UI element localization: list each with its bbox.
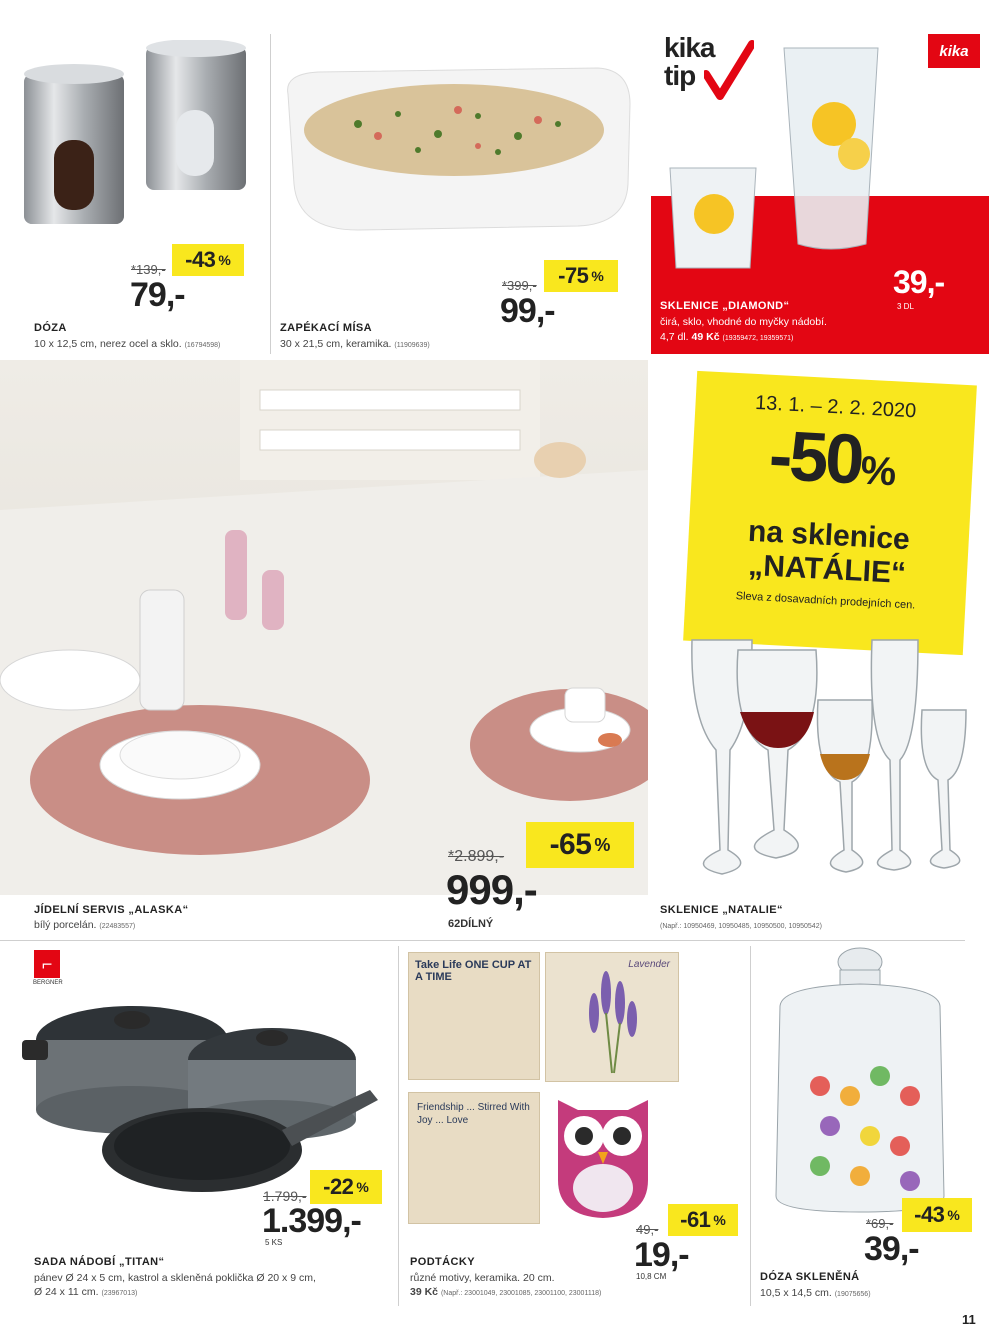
discount-badge (668, 1204, 738, 1236)
discount-badge (172, 244, 244, 276)
promo-discount (690, 416, 974, 521)
product-desc: pánev Ø 24 x 5 cm, kastrol a skleněná poklička Ø 20 x 9 cm, (34, 1272, 316, 1284)
page-number: 11 (962, 1312, 976, 1327)
price: 1.399,- (262, 1202, 361, 1240)
product-desc-2 (34, 1285, 137, 1301)
coaster-1-text: Take Life ONE CUP AT A TIME (415, 959, 532, 983)
doza-image (18, 40, 258, 230)
product-desc: různé motivy, keramika. 20 cm. (410, 1272, 555, 1284)
divider (750, 946, 751, 1306)
price: 39,- (864, 1230, 919, 1268)
product-title: SKLENICE „DIAMOND“ (660, 300, 790, 312)
product-code: (11909639) (394, 342, 430, 349)
discount-value: -65 (549, 828, 592, 861)
product-code (660, 918, 822, 934)
product-desc-2 (410, 1285, 601, 1301)
desc-price: 39 Kč (410, 1286, 439, 1298)
discount-value: -75 (558, 263, 589, 288)
product-desc (34, 918, 135, 934)
product-code: (Např.: 23001049, 23001085, 23001100, 23001118) (440, 1290, 602, 1297)
product-title: JÍDELNÍ SERVIS „ALASKA“ (34, 904, 189, 916)
owl-coaster (548, 1090, 658, 1220)
product-title: ZAPÉKACÍ MÍSA (280, 322, 372, 334)
old-price: 49,- (636, 1222, 659, 1237)
desc-text: 10 x 12,5 cm, nerez ocel a sklo. (34, 338, 182, 350)
discount-value: -22 (323, 1174, 354, 1199)
promo-content (684, 383, 977, 647)
percent-sign: % (591, 268, 604, 284)
product-title: SADA NÁDOBÍ „TITAN“ (34, 1256, 165, 1268)
old-price: *139,- (131, 262, 166, 277)
promo-line2: „NATÁLIE“ (747, 548, 907, 591)
product-title: SKLENICE „NATALIE“ (660, 904, 783, 916)
price: 19,- (634, 1236, 689, 1274)
divider (398, 946, 399, 1306)
product-desc (34, 337, 220, 353)
discount-badge (310, 1170, 382, 1204)
product-code: (19359472, 19359571) (722, 335, 794, 342)
desc-text: Ø 24 x 11 cm. (34, 1286, 99, 1298)
percent-sign: % (356, 1179, 369, 1195)
promo-percent: % (859, 448, 898, 495)
promo-discount-value: -50 (767, 415, 864, 499)
kika-tip-line1: kika (664, 32, 715, 63)
product-desc-price (660, 330, 793, 346)
discount-badge (544, 260, 618, 292)
discount-value: -43 (185, 247, 216, 272)
price: 99,- (500, 292, 555, 330)
coaster-3-text: Friendship ... Stirred With Joy ... Love (417, 1102, 530, 1126)
product-desc (280, 337, 430, 353)
percent-sign: % (218, 252, 231, 268)
product-code: (16794598) (184, 342, 221, 349)
desc-text: bílý porcelán. (34, 919, 97, 931)
bergner-logo-mark: ⌐ (41, 953, 53, 974)
discount-badge (526, 822, 634, 868)
unit: 62DÍLNÝ (448, 918, 494, 930)
price: 79,- (130, 276, 185, 314)
old-price: *399,- (502, 278, 537, 293)
product-title: PODTÁCKY (410, 1256, 475, 1268)
kika-logo-text: kika (939, 42, 969, 60)
desc-volume: 4,7 dl. (660, 331, 689, 343)
kika-tip-line2: tip (664, 60, 696, 91)
bergner-logo (34, 950, 60, 978)
coaster-2-text: Lavender (628, 959, 670, 970)
old-price: 1.799,- (263, 1188, 307, 1204)
bergner-brand-label: BERGNER (33, 980, 63, 986)
promo-line1: na sklenice (747, 514, 911, 557)
coaster-3 (408, 1092, 540, 1224)
desc-text: 10,5 x 14,5 cm. (760, 1287, 832, 1299)
desc-price: 49 Kč (691, 331, 720, 343)
price: 39,- (893, 264, 945, 300)
product-code-text: (Např.: 10950469, 10950485, 10950500, 10950542) (660, 923, 822, 930)
unit: 3 DL (897, 302, 914, 311)
divider (0, 940, 965, 941)
kika-logo (928, 34, 980, 68)
product-title: DÓZA (34, 322, 67, 334)
promo-dates: 13. 1. – 2. 2. 2020 (754, 391, 917, 423)
old-price: *2.899,- (448, 848, 505, 865)
unit: 10,8 CM (636, 1272, 667, 1281)
baking-dish-image (278, 64, 638, 234)
discount-value: -43 (914, 1202, 945, 1227)
old-price: *69,- (866, 1216, 894, 1231)
percent-sign: % (594, 834, 611, 855)
unit: 5 KS (265, 1238, 283, 1247)
coaster-2 (545, 952, 679, 1082)
wine-glasses-image (656, 630, 976, 890)
product-code: (23967013) (101, 1290, 138, 1297)
discount-badge (902, 1198, 972, 1232)
product-desc (760, 1286, 871, 1302)
product-code: (19075656) (834, 1291, 871, 1298)
dining-table-image (0, 360, 648, 895)
promo-note: Sleva z dosavadních prodejních cen. (735, 590, 916, 612)
percent-sign: % (947, 1207, 960, 1223)
coaster-1 (408, 952, 540, 1080)
glasses-image (664, 44, 914, 274)
desc-text: 30 x 21,5 cm, keramika. (280, 338, 392, 350)
product-desc: čirá, sklo, vhodné do myčky nádobí. (660, 316, 827, 328)
divider (270, 34, 271, 354)
price: 999,- (446, 866, 537, 913)
product-code: (22483557) (99, 923, 136, 930)
product-title: DÓZA SKLENĚNÁ (760, 1271, 860, 1283)
glass-jar-image (760, 946, 970, 1216)
percent-sign: % (713, 1212, 726, 1228)
discount-value: -61 (680, 1207, 711, 1232)
